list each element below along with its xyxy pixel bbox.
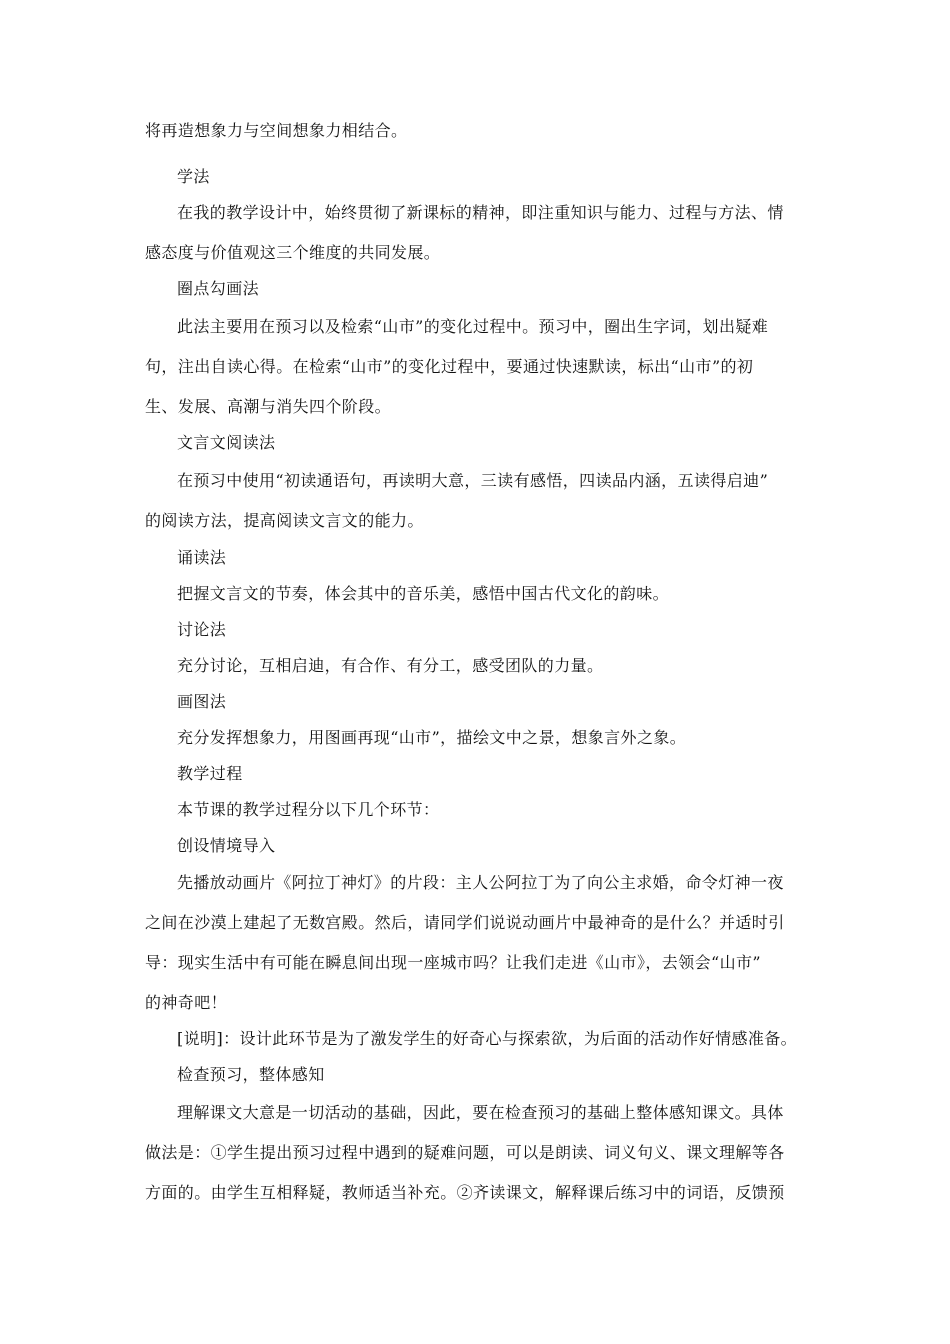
text-line: 理解课文大意是一切活动的基础，因此，要在检查预习的基础上整体感知课文。具体 [177,1103,784,1122]
section-heading: 创设情境导入 [177,836,276,855]
text-line: 在我的教学设计中，始终贯彻了新课标的精神，即注重知识与能力、过程与方法、情 [177,203,784,222]
section-heading: 诵读法 [177,548,227,567]
text-line: 做法是：①学生提出预习过程中遇到的疑难问题，可以是朗读、词义句义、课文理解等各 [145,1143,785,1162]
text-line: 此法主要用在预习以及检索“山市”的变化过程中。预习中，圈出生字词，划出疑难 [177,317,769,336]
text-line: 的阅读方法，提高阅读文言文的能力。 [145,511,424,530]
text-line: 的神奇吧！ [145,993,228,1012]
text-line: 充分发挥想象力，用图画再现“山市”，描绘文中之景，想象言外之象。 [177,728,687,747]
section-heading: 检查预习，整体感知 [177,1065,325,1084]
text-line: 之间在沙漠上建起了无数宫殿。然后，请同学们说说动画片中最神奇的是什么？并适时引 [145,913,785,932]
text-line: 在预习中使用“初读通语句，再读明大意，三读有感悟，四读品内涵，五读得启迪” [177,471,769,490]
text-line: 生、发展、高潮与消失四个阶段。 [145,397,392,416]
section-heading: 画图法 [177,692,227,711]
section-heading: 学法 [177,167,210,186]
section-heading: 讨论法 [177,620,227,639]
text-line: 句，注出自读心得。在检索“山市”的变化过程中，要通过快速默读，标出“山市”的初 [145,357,754,376]
text-line: 方面的。由学生互相释疑，教师适当补充。②齐读课文，解释课后练习中的词语，反馈预 [145,1183,785,1202]
section-heading: 圈点勾画法 [177,279,260,298]
note-line: [说明]：设计此环节是为了激发学生的好奇心与探索欲，为后面的活动作好情感准备。 [177,1029,798,1048]
text-line: 充分讨论，互相启迪，有合作、有分工，感受团队的力量。 [177,656,604,675]
section-heading: 教学过程 [177,764,243,783]
text-line: 先播放动画片《阿拉丁神灯》的片段：主人公阿拉丁为了向公主求婚，命令灯神一夜 [177,873,784,892]
text-line: 本节课的教学过程分以下几个环节： [177,800,440,819]
section-heading: 文言文阅读法 [177,433,276,452]
text-line: 将再造想象力与空间想象力相结合。 [145,121,408,140]
text-line: 感态度与价值观这三个维度的共同发展。 [145,243,441,262]
text-line: 把握文言文的节奏，体会其中的音乐美，感悟中国古代文化的韵味。 [177,584,670,603]
text-line: 导：现实生活中有可能在瞬息间出现一座城市吗？让我们走进《山市》，去领会“山市” [145,953,761,972]
